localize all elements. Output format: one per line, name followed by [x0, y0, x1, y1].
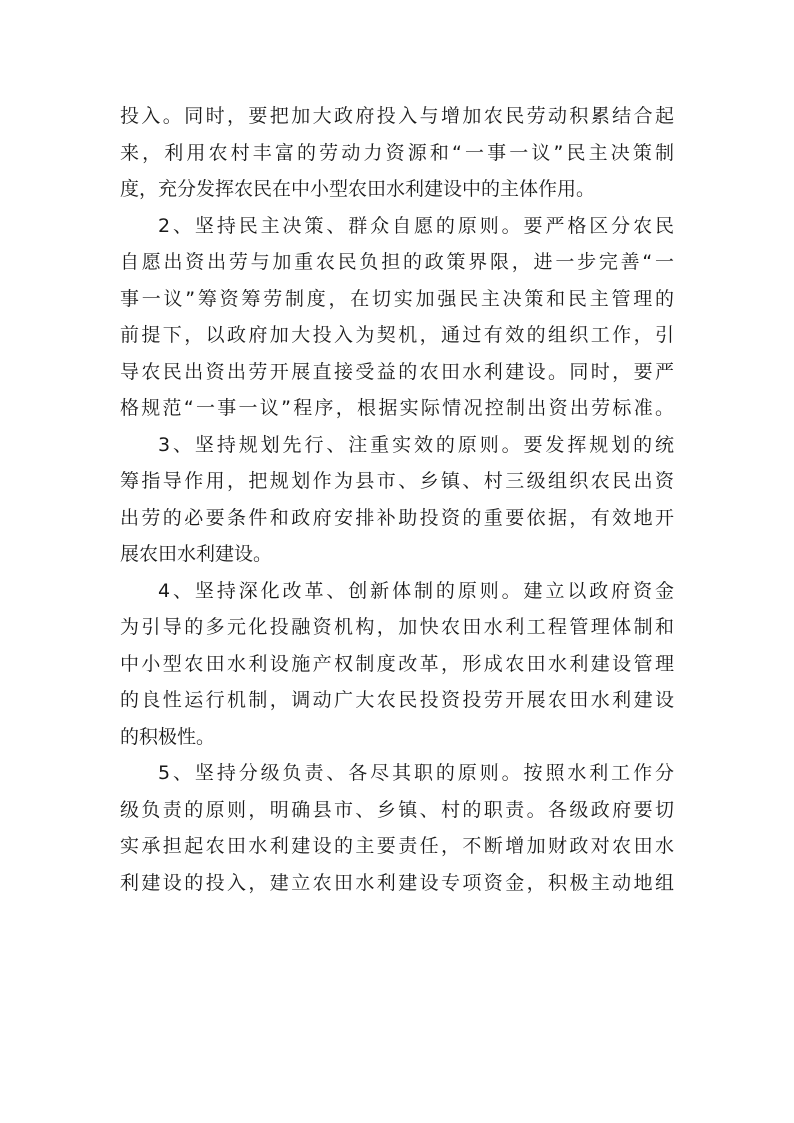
text-line: 前提下，以政府加大投入为契机，通过有效的组织工作，引: [120, 324, 674, 346]
text-line: 4、坚持深化改革、创新体制的原则。建立以政府资金: [158, 579, 674, 602]
body-text: [120, 98, 674, 901]
text-line: 级负责的原则，明确县市、乡镇、村的职责。各级政府要切: [120, 798, 674, 821]
text-line: 5、坚持分级负责、各尽其职的原则。按照水利工作分: [158, 762, 674, 784]
text-line: 来，利用农村丰富的劳动力资源和“一事一议”民主决策制: [120, 141, 674, 164]
text-line: 筹指导作用，把规划作为县市、乡镇、村三级组织农民出资: [120, 470, 674, 492]
text-line: 2、坚持民主决策、群众自愿的原则。要严格区分农民: [158, 214, 674, 237]
text-line: 自愿出资出劳与加重农民负担的政策界限，进一步完善“一: [120, 251, 674, 273]
text-line: 事一议”筹资筹劳制度，在切实加强民主决策和民主管理的: [120, 287, 674, 310]
text-line: 为引导的多元化投融资机构，加快农田水利工程管理体制和: [120, 616, 674, 638]
text-line: 实承担起农田水利建设的主要责任，不断增加财政对农田水: [120, 835, 674, 857]
text-line: 的良性运行机制，调动广大农民投资投劳开展农田水利建设: [120, 689, 674, 711]
text-line: 格规范“一事一议”程序，根据实际情况控制出资出劳标准。: [120, 397, 674, 419]
text-line: 度，充分发挥农民在中小型农田水利建设中的主体作用。: [120, 178, 596, 200]
text-line: 3、坚持规划先行、注重实效的原则。要发挥规划的统: [158, 433, 674, 456]
text-line: 展农田水利建设。: [120, 543, 273, 565]
text-line: 中小型农田水利设施产权制度改革，形成农田水利建设管理: [120, 652, 674, 675]
text-line: 出劳的必要条件和政府安排补助投资的重要依据，有效地开: [120, 506, 674, 529]
text-line: 导农民出资出劳开展直接受益的农田水利建设。同时，要严: [120, 360, 674, 383]
text-line: 的积极性。: [120, 725, 216, 748]
text-line: 投入。同时，要把加大政府投入与增加农民劳动积累结合起: [120, 105, 674, 127]
text-line: 利建设的投入，建立农田水利建设专项资金，积极主动地组: [120, 871, 674, 894]
